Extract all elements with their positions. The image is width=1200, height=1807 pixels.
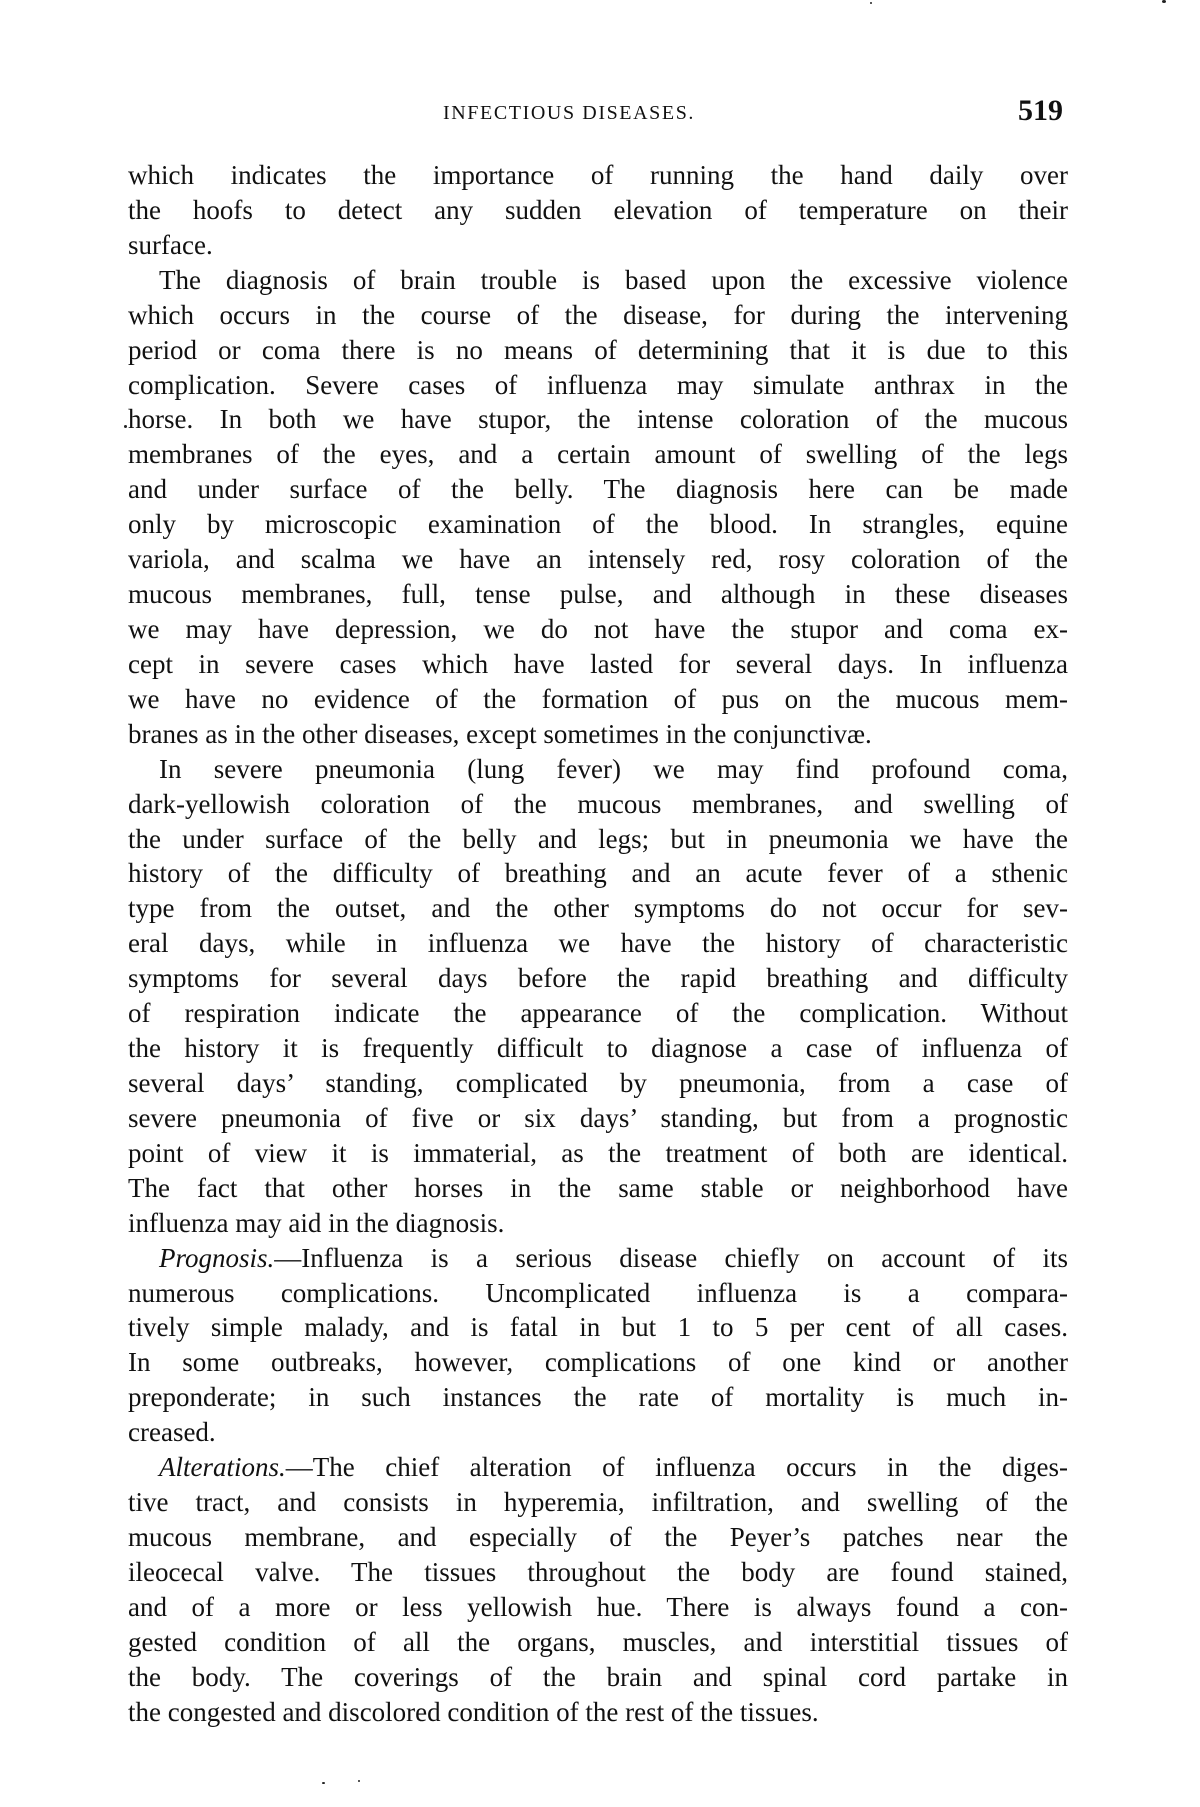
text-line bbox=[128, 822, 1068, 857]
line-text: complication. Severe cases of influenza may simulate anthrax in the bbox=[128, 369, 1068, 400]
text-line bbox=[128, 717, 1068, 752]
line-text: and of a more or less yellowish hue. There is always found a con- bbox=[128, 1591, 1068, 1622]
text-line bbox=[128, 1101, 1068, 1136]
line-text: the congested and discolored condition of the rest of the tissues. bbox=[128, 1696, 819, 1727]
text-line bbox=[128, 1660, 1068, 1695]
line-text: influenza may aid in the diagnosis. bbox=[128, 1207, 505, 1238]
line-text: cept in severe cases which have lasted for several days. In influenza bbox=[128, 648, 1068, 679]
scan-speck bbox=[358, 1780, 360, 1782]
text-line bbox=[128, 333, 1068, 368]
line-text: In some outbreaks, however, complications of one kind or another bbox=[128, 1347, 1068, 1378]
line-text: severe pneumonia of five or six days’ standing, but from a prognostic bbox=[128, 1102, 1068, 1133]
line-text: period or coma there is no means of determining that it is due to this bbox=[128, 334, 1068, 365]
text-line bbox=[128, 1555, 1068, 1590]
line-text: —Influenza is a serious disease chiefly on account of its bbox=[274, 1242, 1068, 1273]
text-line bbox=[128, 542, 1068, 577]
line-text: mucous membrane, and especially of the Peyer’s patches near the bbox=[128, 1521, 1068, 1552]
text-line bbox=[128, 961, 1068, 996]
line-text: numerous complications. Uncomplicated influenza is a compara- bbox=[128, 1277, 1068, 1308]
line-text: the hoofs to detect any sudden elevation of temperature on their bbox=[128, 194, 1068, 225]
scan-speck bbox=[870, 2, 872, 4]
scan-speck bbox=[124, 425, 127, 428]
line-text: creased. bbox=[128, 1417, 216, 1448]
line-text: gested condition of all the organs, muscles, and interstitial tissues of bbox=[128, 1626, 1068, 1657]
line-text: several days’ standing, complicated by pneumonia, from a case of bbox=[128, 1067, 1068, 1098]
running-head bbox=[128, 96, 1068, 130]
line-text: The diagnosis of brain trouble is based upon the excessive violence bbox=[159, 264, 1068, 295]
text-line bbox=[128, 577, 1068, 612]
line-text: eral days, while in influenza we have the history of characteristic bbox=[128, 928, 1068, 959]
line-text: surface. bbox=[128, 229, 213, 260]
text-line bbox=[128, 193, 1068, 228]
text-line bbox=[128, 1345, 1068, 1380]
text-line bbox=[128, 856, 1068, 891]
text-line bbox=[128, 1276, 1068, 1311]
line-text: we may have depression, we do not have the stupor and coma ex- bbox=[128, 613, 1068, 644]
line-text: history of the difficulty of breathing and an acute fever of a sthenic bbox=[128, 858, 1068, 889]
line-text: we have no evidence of the formation of pus on the mucous mem- bbox=[128, 683, 1068, 714]
line-text: the history it is frequently difficult to diagnose a case of influenza of bbox=[128, 1033, 1068, 1064]
text-line bbox=[128, 647, 1068, 682]
text-line bbox=[128, 368, 1068, 403]
line-text: mucous membranes, full, tense pulse, and although in these diseases bbox=[128, 579, 1068, 610]
run-in-heading: Alterations. bbox=[159, 1452, 286, 1483]
line-text: only by microscopic examination of the blood. In strangles, equine bbox=[128, 509, 1068, 540]
text-line bbox=[128, 682, 1068, 717]
text-line bbox=[128, 1415, 1068, 1450]
line-text: tively simple malady, and is fatal in but 1 to 5 per cent of all cases. bbox=[128, 1312, 1068, 1343]
text-line bbox=[128, 298, 1068, 333]
text-line bbox=[128, 1520, 1068, 1555]
text-line bbox=[128, 891, 1068, 926]
line-text: branes as in the other diseases, except sometimes in the conjunctivæ. bbox=[128, 718, 872, 749]
text-line bbox=[128, 1171, 1068, 1206]
text-line bbox=[128, 507, 1068, 542]
scan-speck bbox=[322, 1782, 325, 1784]
scan-speck bbox=[1162, 0, 1166, 3]
text-line bbox=[128, 263, 1068, 298]
line-text: ileocecal valve. The tissues throughout the body are found stained, bbox=[128, 1556, 1068, 1587]
text-line bbox=[128, 228, 1068, 263]
line-text: —The chief alteration of influenza occurs in the diges- bbox=[285, 1452, 1068, 1483]
text-line bbox=[128, 1241, 1068, 1276]
text-line bbox=[128, 437, 1068, 472]
line-text: which occurs in the course of the disease, for during the intervening bbox=[128, 299, 1068, 330]
text-line bbox=[128, 996, 1068, 1031]
line-text: the under surface of the belly and legs; but in pneumonia we have the bbox=[128, 823, 1068, 854]
text-line bbox=[128, 926, 1068, 961]
text-line bbox=[128, 1031, 1068, 1066]
text-line bbox=[128, 752, 1068, 787]
line-text: dark-yellowish coloration of the mucous membranes, and swelling of bbox=[128, 788, 1068, 819]
text-line bbox=[128, 1380, 1068, 1415]
text-line bbox=[128, 472, 1068, 507]
text-line bbox=[128, 1066, 1068, 1101]
text-line bbox=[128, 787, 1068, 822]
line-text: variola, and scalma we have an intensely red, rosy coloration of the bbox=[128, 544, 1068, 575]
text-line bbox=[128, 158, 1068, 193]
line-text: which indicates the importance of running the hand daily over bbox=[128, 160, 1068, 190]
line-text: The fact that other horses in the same stable or neighborhood have bbox=[128, 1172, 1068, 1203]
text-line bbox=[128, 1695, 1068, 1730]
line-text: preponderate; in such instances the rate of mortality is much in- bbox=[128, 1382, 1068, 1413]
text-line bbox=[128, 612, 1068, 647]
body-text bbox=[128, 158, 1068, 1729]
line-text: of respiration indicate the appearance of the complication. Without bbox=[128, 998, 1068, 1029]
page-number: 519 bbox=[1018, 94, 1063, 127]
line-text: and under surface of the belly. The diagnosis here can be made bbox=[128, 474, 1068, 505]
text-line bbox=[128, 1590, 1068, 1625]
text-line bbox=[128, 1625, 1068, 1660]
line-text: type from the outset, and the other symptoms do not occur for sev- bbox=[128, 893, 1068, 924]
running-title: INFECTIOUS DISEASES. bbox=[443, 102, 696, 124]
text-line bbox=[128, 1206, 1068, 1241]
line-text: membranes of the eyes, and a certain amount of swelling of the legs bbox=[128, 439, 1068, 470]
line-text: In severe pneumonia (lung fever) we may find profound coma, bbox=[159, 753, 1068, 784]
text-line bbox=[128, 1450, 1068, 1485]
line-text: horse. In both we have stupor, the intense coloration of the mucous bbox=[128, 404, 1068, 435]
text-line bbox=[128, 402, 1068, 437]
text-line bbox=[128, 1485, 1068, 1520]
line-text: symptoms for several days before the rapid breathing and difficulty bbox=[128, 963, 1068, 994]
text-line bbox=[128, 1136, 1068, 1171]
line-text: tive tract, and consists in hyperemia, infiltration, and swelling of the bbox=[128, 1487, 1068, 1518]
run-in-heading: Prognosis. bbox=[159, 1242, 275, 1273]
text-line bbox=[128, 1310, 1068, 1345]
line-text: the body. The coverings of the brain and spinal cord partake in bbox=[128, 1661, 1068, 1692]
line-text: point of view it is immaterial, as the treatment of both are identical. bbox=[128, 1137, 1068, 1168]
